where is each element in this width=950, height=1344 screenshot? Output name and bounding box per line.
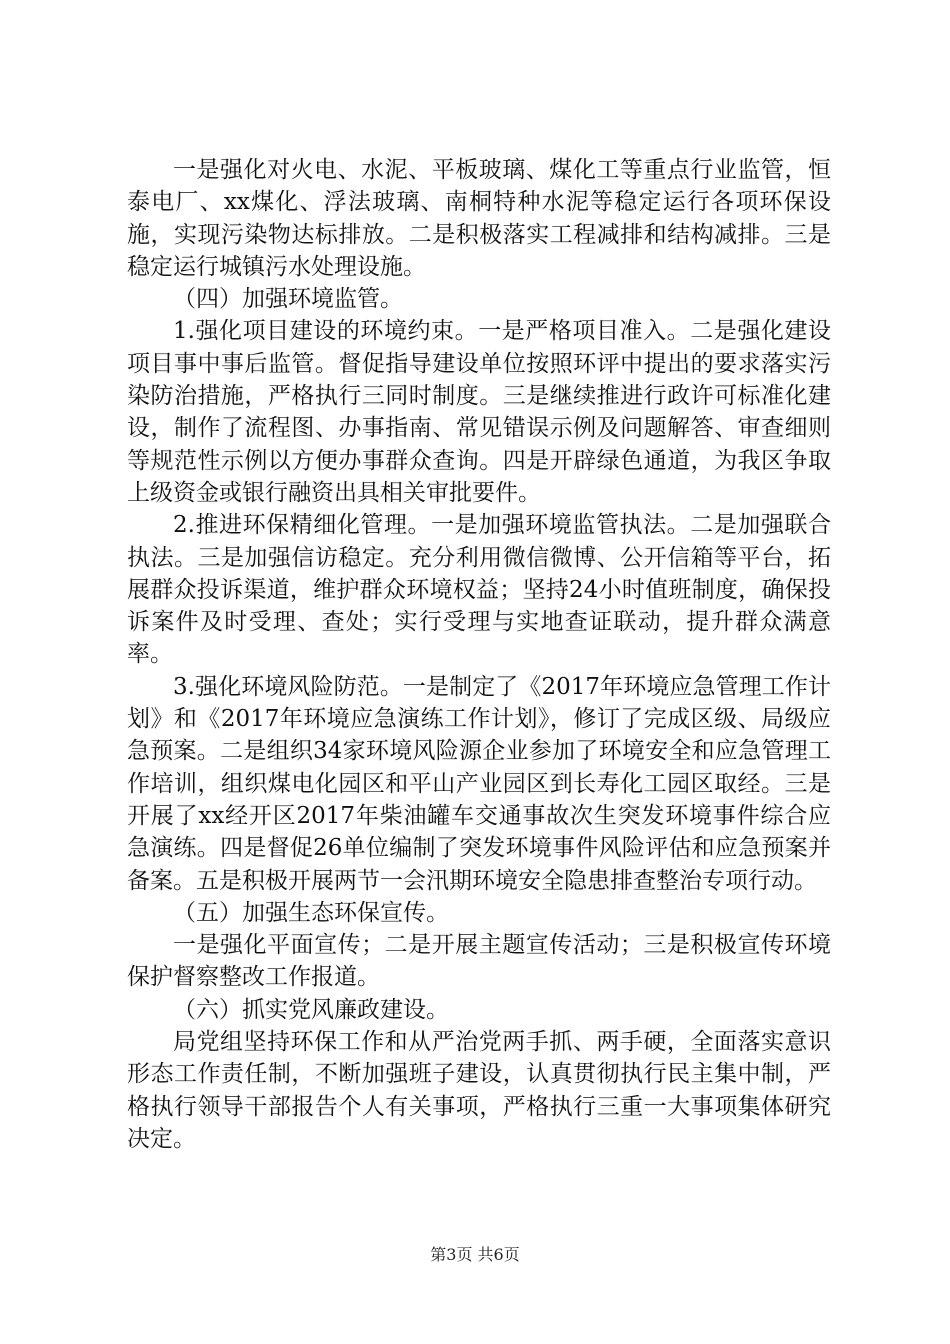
paragraph-risk-prevention: 3.强化环境风险防范。一是制定了《2017年环境应急管理工作计划》和《2017年环境应急演练工作计划》，修订了完成区级、局级应急预案。二是组织34家环境风险源企业参加了环境安全和应急管理工作培训，组织煤电化园区和平山产业园区到长寿化工园区取经。三是开展了xx经开区2017年柴油罐车交通事故次生突发环境事件综合应急演练。四是督促26单位编制了突发环境事件风险评估和应急预案并备案。五是积极开展两节一会汛期环境安全隐患排查整治专项行动。 xyxy=(127,673,831,894)
section-heading-6: （六）抓实党风廉政建设。 xyxy=(173,996,449,1023)
page-number-footer: 第3页 共6页 xyxy=(430,1245,520,1264)
section-heading-5: （五）加强生态环保宣传。 xyxy=(173,899,449,926)
paragraph-project-constraint: 1.强化项目建设的环境约束。一是严格项目准入。二是强化建设项目事中事后监管。督促指导建设单位按照环评中提出的要求落实污染防治措施，严格执行三同时制度。三是继续推进行政许可标准化建设，制作了流程图、办事指南、常见错误示例及问题解答、审查细则等规范性示例以方便办事群众查询。四是开辟绿色通道，为我区争取上级资金或银行融资出具相关审批要件。 xyxy=(127,318,831,506)
paragraph-fine-management: 2.推进环保精细化管理。一是加强环境监管执法。二是加强联合执法。三是加强信访稳定。充分利用微信微博、公开信箱等平台，拓展群众投诉渠道，维护群众环境权益；坚持24小时值班制度，确保投诉案件及时受理、查处；实行受理与实地查证联动，提升群众满意率。 xyxy=(127,512,831,668)
paragraph-party-building: 局党组坚持环保工作和从严治党两手抓、两手硬，全面落实意识形态工作责任制，不断加强班子建设，认真贯彻执行民主集中制，严格执行领导干部报告个人有关事项，严格执行三重一大事项集体研究决定。 xyxy=(127,1029,831,1152)
section-heading-4: （四）加强环境监管。 xyxy=(173,286,403,313)
paragraph-emission-control: 一是强化对火电、水泥、平板玻璃、煤化工等重点行业监管，恒泰电厂、xx煤化、浮法玻璃、南桐特种水泥等稳定运行各项环保设施，实现污染物达标排放。二是积极落实工程减排和结构减排。三是稳定运行城镇污水处理设施。 xyxy=(127,157,831,280)
document-body xyxy=(127,154,831,1155)
paragraph-publicity: 一是强化平面宣传；二是开展主题宣传活动；三是积极宣传环境保护督察整改工作报道。 xyxy=(127,932,831,991)
